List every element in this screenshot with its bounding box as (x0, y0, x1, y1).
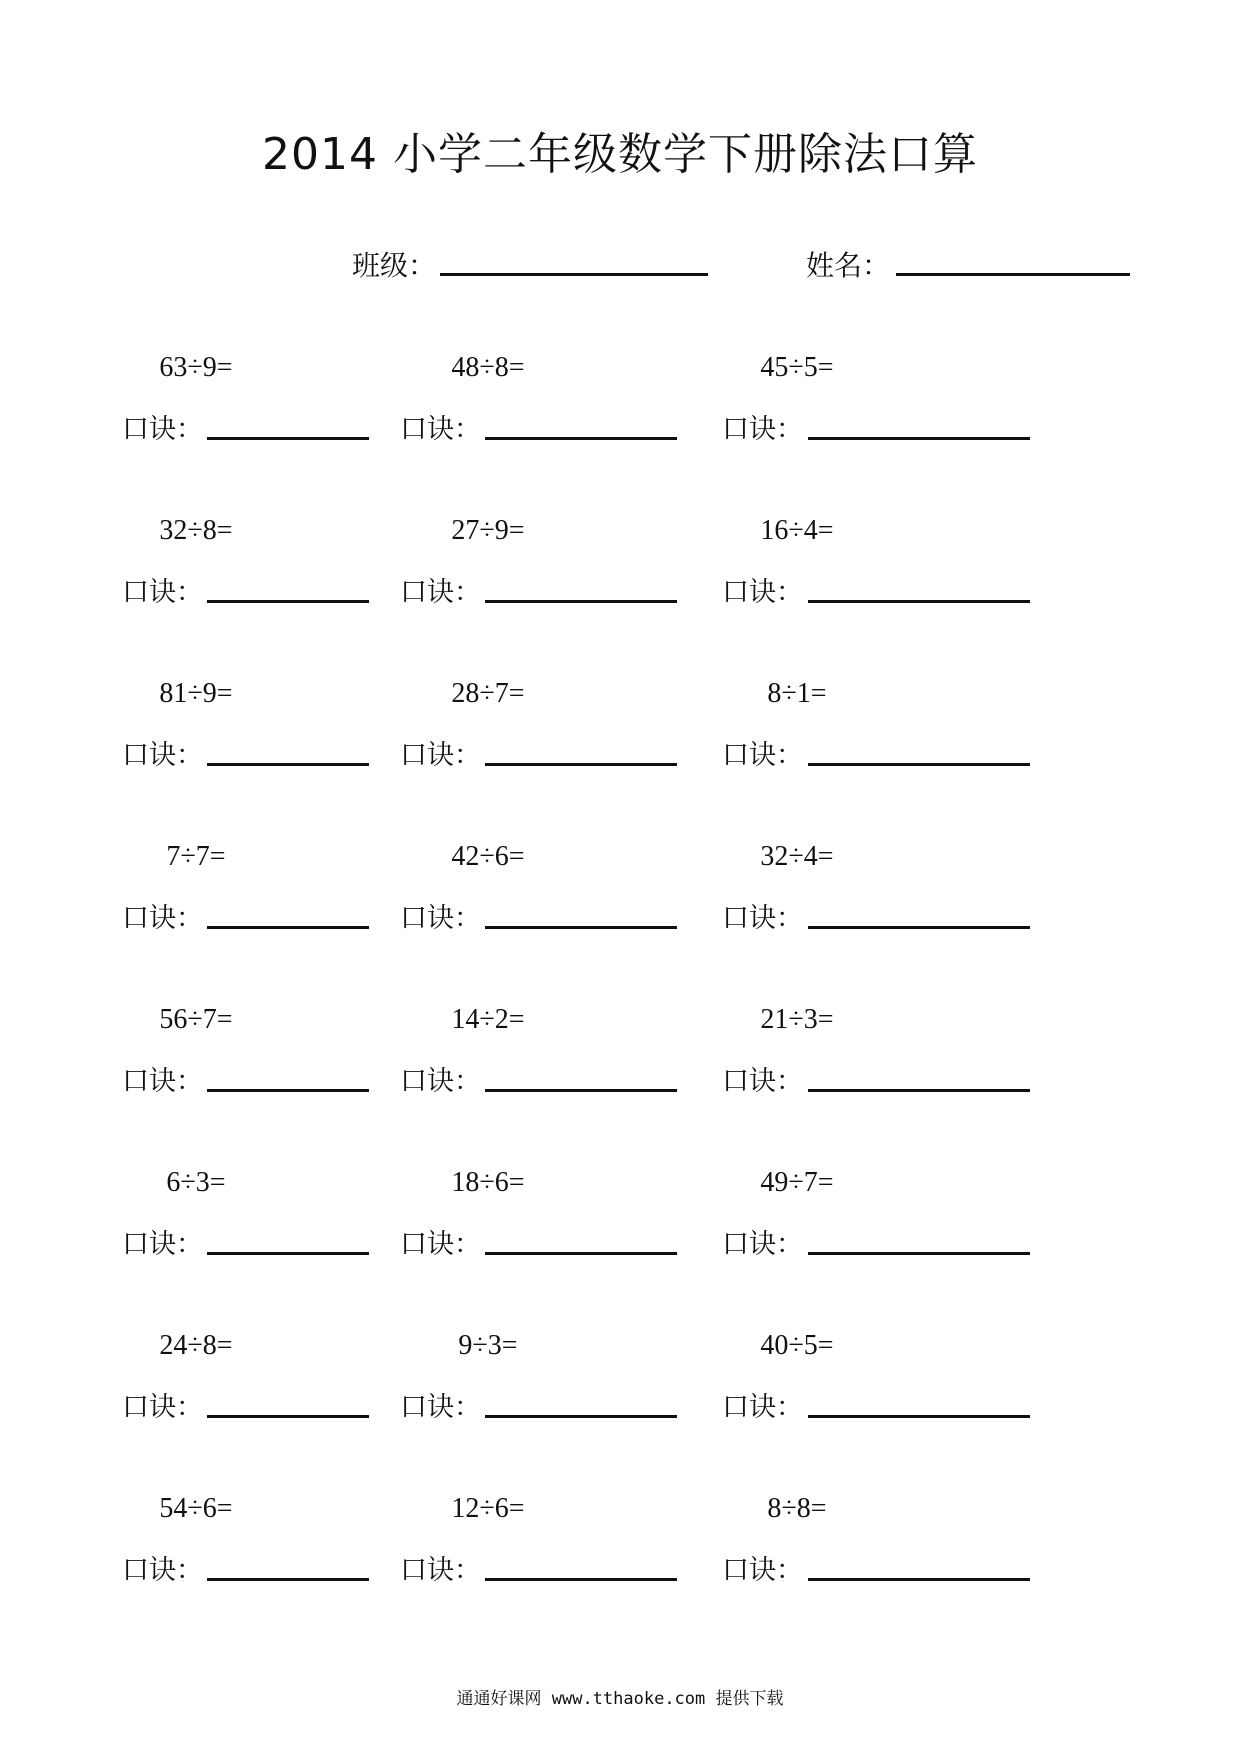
koujue-answer-blank[interactable] (485, 763, 677, 766)
division-problem: 49÷7= (760, 1167, 834, 1198)
koujue-label: 口诀： (722, 1066, 803, 1097)
koujue-label: 口诀： (122, 1555, 203, 1586)
division-problem: 27÷9= (451, 515, 525, 546)
koujue-answer-blank[interactable] (207, 1578, 369, 1581)
division-problem: 14÷2= (451, 1004, 525, 1035)
koujue-label: 口诀： (400, 740, 481, 771)
koujue-answer-blank[interactable] (485, 1252, 677, 1255)
page-title: 2014 小学二年级数学下册除法口算 (262, 129, 978, 180)
koujue-answer-blank[interactable] (485, 926, 677, 929)
division-problem: 9÷3= (458, 1330, 518, 1361)
koujue-label: 口诀： (400, 1392, 481, 1423)
koujue-answer-blank[interactable] (485, 437, 677, 440)
koujue-answer-blank[interactable] (485, 1415, 677, 1418)
koujue-answer-blank[interactable] (808, 1252, 1030, 1255)
koujue-answer-blank[interactable] (808, 926, 1030, 929)
koujue-label: 口诀： (400, 414, 481, 445)
koujue-label: 口诀： (722, 903, 803, 934)
division-problem: 54÷6= (159, 1493, 233, 1524)
division-problem: 16÷4= (760, 515, 834, 546)
division-problem: 81÷9= (159, 678, 233, 709)
koujue-label: 口诀： (122, 1392, 203, 1423)
koujue-answer-blank[interactable] (485, 1089, 677, 1092)
division-problem: 45÷5= (760, 352, 834, 383)
division-problem: 40÷5= (760, 1330, 834, 1361)
division-problem: 6÷3= (166, 1167, 226, 1198)
koujue-answer-blank[interactable] (808, 1578, 1030, 1581)
koujue-label: 口诀： (122, 1229, 203, 1260)
koujue-answer-blank[interactable] (808, 600, 1030, 603)
koujue-answer-blank[interactable] (207, 600, 369, 603)
koujue-answer-blank[interactable] (485, 600, 677, 603)
name-label: 姓名： (806, 249, 891, 282)
koujue-answer-blank[interactable] (207, 1252, 369, 1255)
koujue-label: 口诀： (722, 1392, 803, 1423)
koujue-answer-blank[interactable] (808, 763, 1030, 766)
koujue-label: 口诀： (722, 1555, 803, 1586)
division-problem: 12÷6= (451, 1493, 525, 1524)
koujue-label: 口诀： (722, 577, 803, 608)
division-problem: 28÷7= (451, 678, 525, 709)
koujue-label: 口诀： (400, 903, 481, 934)
koujue-label: 口诀： (122, 414, 203, 445)
division-problem: 42÷6= (451, 841, 525, 872)
koujue-label: 口诀： (400, 1555, 481, 1586)
koujue-label: 口诀： (122, 577, 203, 608)
division-problem: 48÷8= (451, 352, 525, 383)
koujue-answer-blank[interactable] (485, 1578, 677, 1581)
division-problem: 24÷8= (159, 1330, 233, 1361)
division-problem: 63÷9= (159, 352, 233, 383)
footer-text: 通通好课网 www.tthaoke.com 提供下载 (456, 1689, 784, 1709)
koujue-answer-blank[interactable] (207, 1415, 369, 1418)
koujue-label: 口诀： (722, 1229, 803, 1260)
koujue-answer-blank[interactable] (207, 437, 369, 440)
koujue-label: 口诀： (722, 414, 803, 445)
division-problem: 18÷6= (451, 1167, 525, 1198)
koujue-answer-blank[interactable] (207, 763, 369, 766)
koujue-answer-blank[interactable] (808, 1089, 1030, 1092)
koujue-label: 口诀： (122, 1066, 203, 1097)
division-problem: 32÷4= (760, 841, 834, 872)
division-problem: 32÷8= (159, 515, 233, 546)
koujue-label: 口诀： (122, 903, 203, 934)
division-problem: 8÷8= (767, 1493, 827, 1524)
division-problem: 56÷7= (159, 1004, 233, 1035)
koujue-label: 口诀： (400, 1229, 481, 1260)
koujue-answer-blank[interactable] (207, 926, 369, 929)
name-blank[interactable] (896, 273, 1130, 276)
division-problem: 21÷3= (760, 1004, 834, 1035)
class-label: 班级： (352, 249, 437, 282)
koujue-label: 口诀： (722, 740, 803, 771)
koujue-label: 口诀： (400, 1066, 481, 1097)
division-problem: 7÷7= (166, 841, 226, 872)
koujue-label: 口诀： (400, 577, 481, 608)
division-problem: 8÷1= (767, 678, 827, 709)
class-blank[interactable] (440, 273, 708, 276)
koujue-answer-blank[interactable] (808, 1415, 1030, 1418)
koujue-answer-blank[interactable] (207, 1089, 369, 1092)
koujue-answer-blank[interactable] (808, 437, 1030, 440)
koujue-label: 口诀： (122, 740, 203, 771)
